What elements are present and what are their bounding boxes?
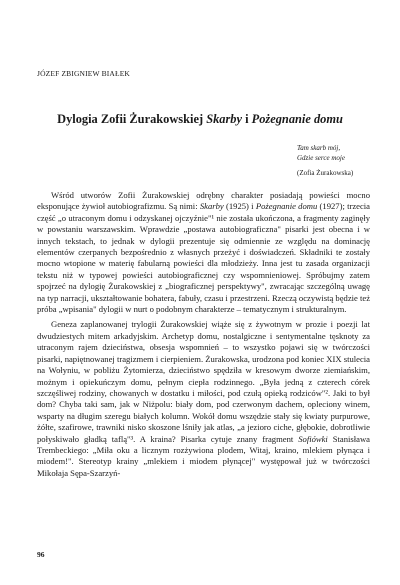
author-name: JÓZEF ZBIGNIEW BIAŁEK: [37, 69, 130, 78]
epigraph-source: (Zofia Żurakowska): [297, 169, 354, 177]
p1-italic-pozegnanie: Pożegnanie domu: [255, 201, 318, 212]
p1-text-e: (1927); trzecia część „o utraconym domu i odzyskanej ojczyźnie"¹ nie została ukończona, a fragmenty zaginęły w powstaniu warszawskim. Wprawdzie „postawa autobiograficzna" pisarki jest obecna i w innych tekstach, to jednak w dylogii prezentuje się odmiennie ze względu na dominację elementów czerpanych bezpośrednio z własnych przeżyć i doświadczeń. Składniki te zostały mocno wtopione w materię fabularną powieści dla młodzieży. Inna jest tu zasada organizacji tekstu niż w typowej powieści autobiograficznej czy wspomnieniowej. Spróbujmy zatem spojrzeć na dylogię Żurakowskiej z „biograficznej perspektywy", zwracając szczególną uwagę na typ narracji, ukształtowanie bohatera, fabuły, czasu i przestrzeni. Rzeczą oczywistą będzie też próba „wpisania" dylogii w nurt o podobnym charakterze – tematycznym i strukturalnym.: [37, 201, 371, 315]
p1-text-a: Wśród utworów Zofii Żurakowskiej odrębny charakter posiadają powieści mocno eksponujące żywioł autobiografizmu. Są nimi:: [37, 190, 370, 212]
title-text-1: Dylogia Zofii Żurakowskiej: [57, 112, 207, 126]
title-italic-pozegnanie: Pożegnanie domu: [251, 112, 343, 126]
title-italic-skarby: Skarby: [206, 112, 242, 126]
article-body: [37, 190, 370, 483]
p2-text-c: Stanisława Trembeckiego: „Miła oku a licznym rozżywiona plodem, Witaj, kraino, mlekiem płynąca i miodem!". Stereotyp krainy „mlekiem i miodem płynącej" występował już w twórczości Mikołaja Sępa-Szarzyń-: [37, 433, 370, 478]
title-text-2: i: [242, 112, 252, 126]
epigraph-line-2: Gdzie serce moje: [297, 153, 345, 162]
p2-text-a: Geneza zaplanowanej trylogii Żurakowskiej wiąże się z żywotnym w prozie i poezji lat dwudziestych mitem arkadyjskim. Archetyp domu, nostalgiczne i sentymentalne tęsknoty za utraconym rajem dzieciństwa, obsesja wspomnień – to wszystko pojawi się w twórczości pisarki, napiętnowanej tragizmem i cierpieniem. Żurakowska, urodzona pod koniec XIX stulecia na Wołyniu, w pobliżu Żytomierza, dzieciństwo spędziła w kresowym dworze ziemiańskim, możnym i opiekuńczym domu, pełnym ciepła rodzinnego. „Była jedną z czterech córek szczęśliwej rodziny, chowanych w dostatku i miłości, pod czułą opieką rodziców"². Jaki to był dom? Chyba taki sam, jak w Niżpolu: biały dom, pod czerwonym dachem, opleciony winem, wsparty na długim szeregu białych kolumn. Wokół domu wszędzie stały się kwiaty purpurowe, żółte, szafirowe, trawniki nisko skoszone lśniły jak atlas, „a jezioro ciche, głębokie, dobrotliwie połyskiwało gładką taflą"³. A kraina? Pisarka cytuje znany fragment: [37, 319, 370, 444]
page-number: 96: [37, 550, 45, 559]
paragraph-1: [37, 190, 370, 315]
p2-italic-sofiowki: Sofiówki: [298, 433, 328, 444]
paragraph-2: [37, 319, 370, 479]
epigraph-line-1: Tam skarb mój,: [297, 144, 341, 152]
p1-text-c: (1925) i: [223, 201, 256, 212]
epigraph: [297, 144, 345, 163]
p1-italic-skarby: Skarby: [199, 201, 224, 212]
article-title: [0, 112, 400, 127]
